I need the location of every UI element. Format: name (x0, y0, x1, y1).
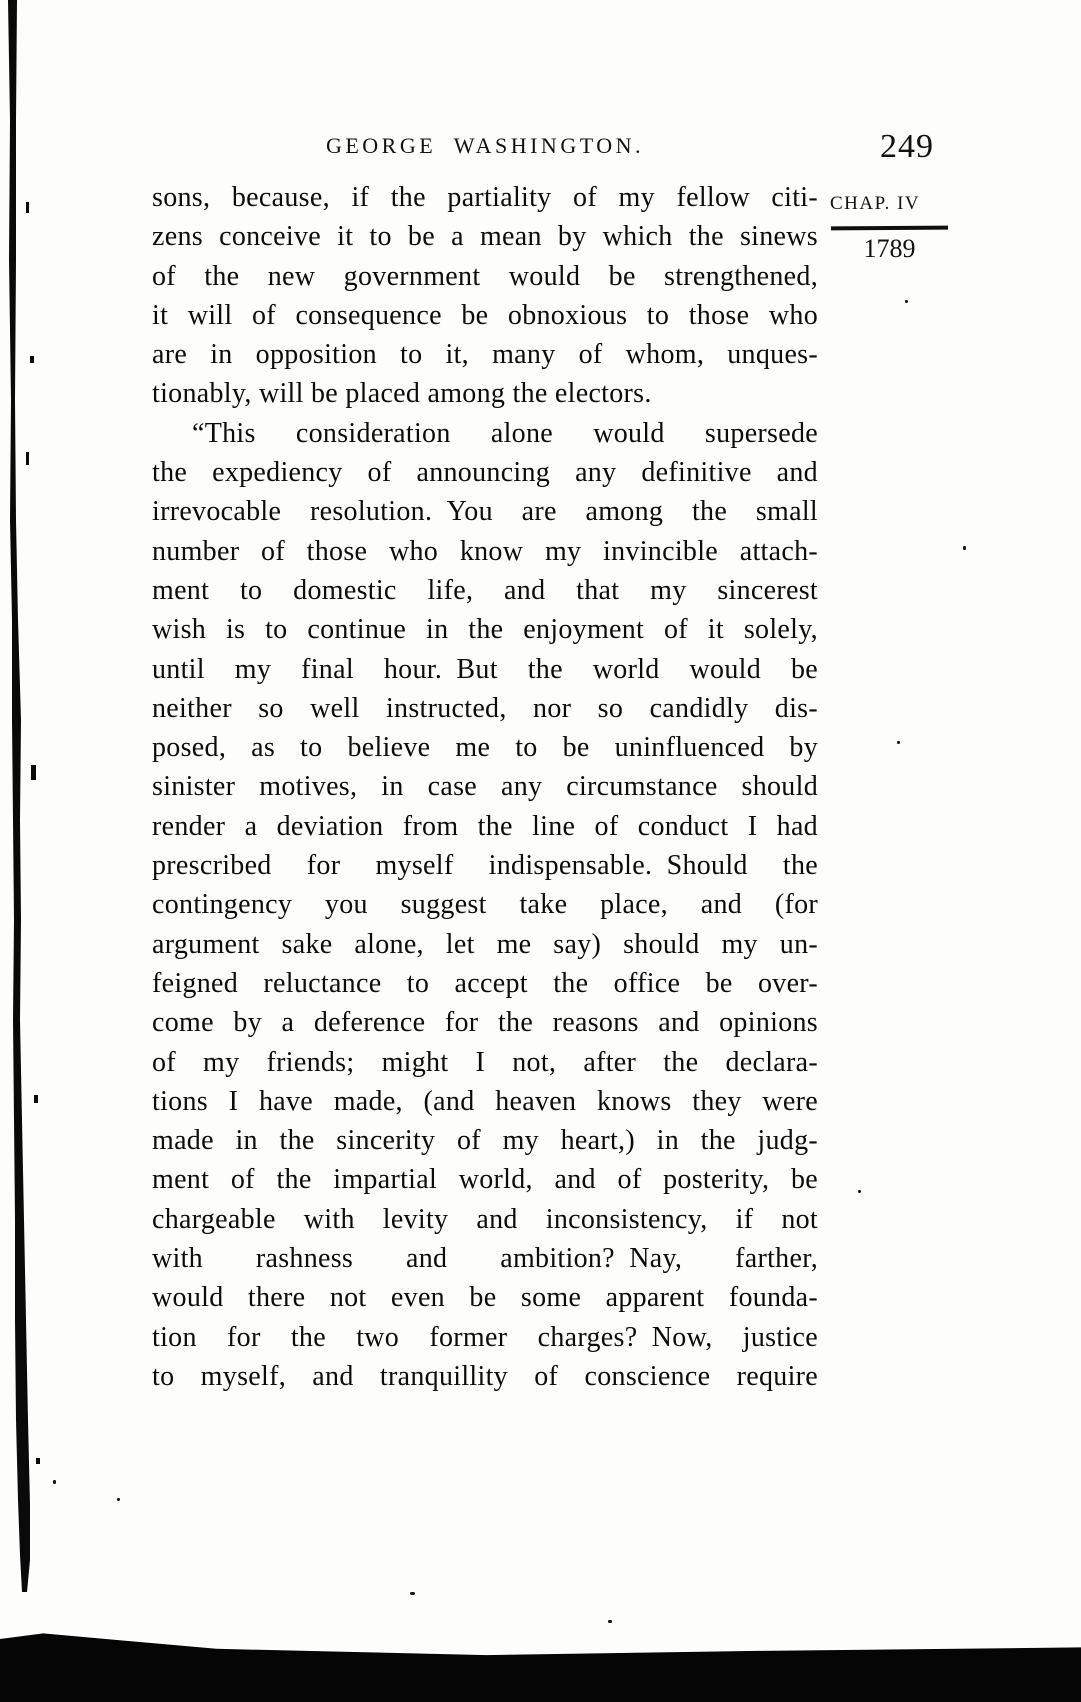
text-line: “This consideration alone would supersede (192, 417, 818, 449)
text-line: tions I have made, (and heaven knows they were (152, 1085, 818, 1117)
text-line: wish is to continue in the enjoyment of it solely, (152, 614, 818, 646)
scan-speck (897, 741, 900, 744)
text-line: ment of the impartial world, and of posterity, be (152, 1164, 818, 1196)
text-line: irrevocable resolution. You are among the small (152, 496, 818, 528)
text-line: the expediency of announcing any definitive and (152, 457, 818, 489)
book-binding-edge (0, 0, 45, 1702)
text-line: with rashness and ambition? Nay, farther, (152, 1243, 818, 1275)
scan-speck (117, 1498, 120, 1501)
text-line: made in the sincerity of my heart,) in the judg- (152, 1125, 818, 1157)
text-line: ment to domestic life, and that my sincerest (152, 574, 818, 606)
text-line: number of those who know my invincible attach- (152, 535, 818, 567)
margin-rule (831, 226, 948, 231)
text-line: would there not even be some apparent founda- (152, 1282, 818, 1314)
text-line: argument sake alone, let me say) should my un- (152, 928, 818, 960)
margin-chapter-label: CHAP. IV (830, 193, 921, 214)
text-line: tionably, will be placed among the electors. (152, 378, 652, 410)
scan-speck (963, 546, 966, 550)
text-line: zens conceive it to be a mean by which the sinews (152, 221, 818, 253)
text-line: come by a deference for the reasons and opinions (152, 1007, 818, 1039)
text-line: chargeable with levity and inconsistency, if not (152, 1203, 818, 1235)
text-line: of the new government would be strengthened, (152, 260, 818, 292)
body-text (152, 178, 818, 1396)
scan-speck (608, 1620, 612, 1623)
scan-speck (905, 300, 908, 303)
text-line: neither so well instructed, nor so candidly dis- (152, 692, 818, 724)
scan-shadow-band (0, 1632, 1081, 1702)
text-line: sons, because, if the partiality of my fellow citi- (152, 182, 818, 213)
running-head: GEORGE WASHINGTON. (325, 133, 645, 158)
scan-speck (53, 1480, 56, 1484)
text-line: contingency you suggest take place, and (for (152, 889, 818, 921)
text-line: prescribed for myself indispensable. Should the (152, 850, 818, 882)
text-line: tion for the two former charges? Now, justice (152, 1321, 818, 1353)
text-line: until my final hour. But the world would be (152, 653, 818, 685)
text-line: posed, as to believe me to be uninfluenced by (152, 732, 818, 764)
text-line: to myself, and tranquillity of conscience require (152, 1360, 818, 1392)
scan-speck (410, 1592, 415, 1595)
text-line: are in opposition to it, many of whom, unques- (152, 339, 818, 371)
text-line: sinister motives, in case any circumstance should (152, 771, 818, 803)
text-line: of my friends; might I not, after the declara- (152, 1046, 818, 1078)
text-line: it will of consequence be obnoxious to those who (152, 299, 818, 331)
text-line: feigned reluctance to accept the office be over- (152, 967, 818, 999)
margin-year-label: 1789 (863, 234, 916, 263)
scan-speck (858, 1190, 861, 1193)
page-number: 249 (880, 128, 934, 165)
text-line: render a deviation from the line of conduct I had (152, 810, 818, 842)
